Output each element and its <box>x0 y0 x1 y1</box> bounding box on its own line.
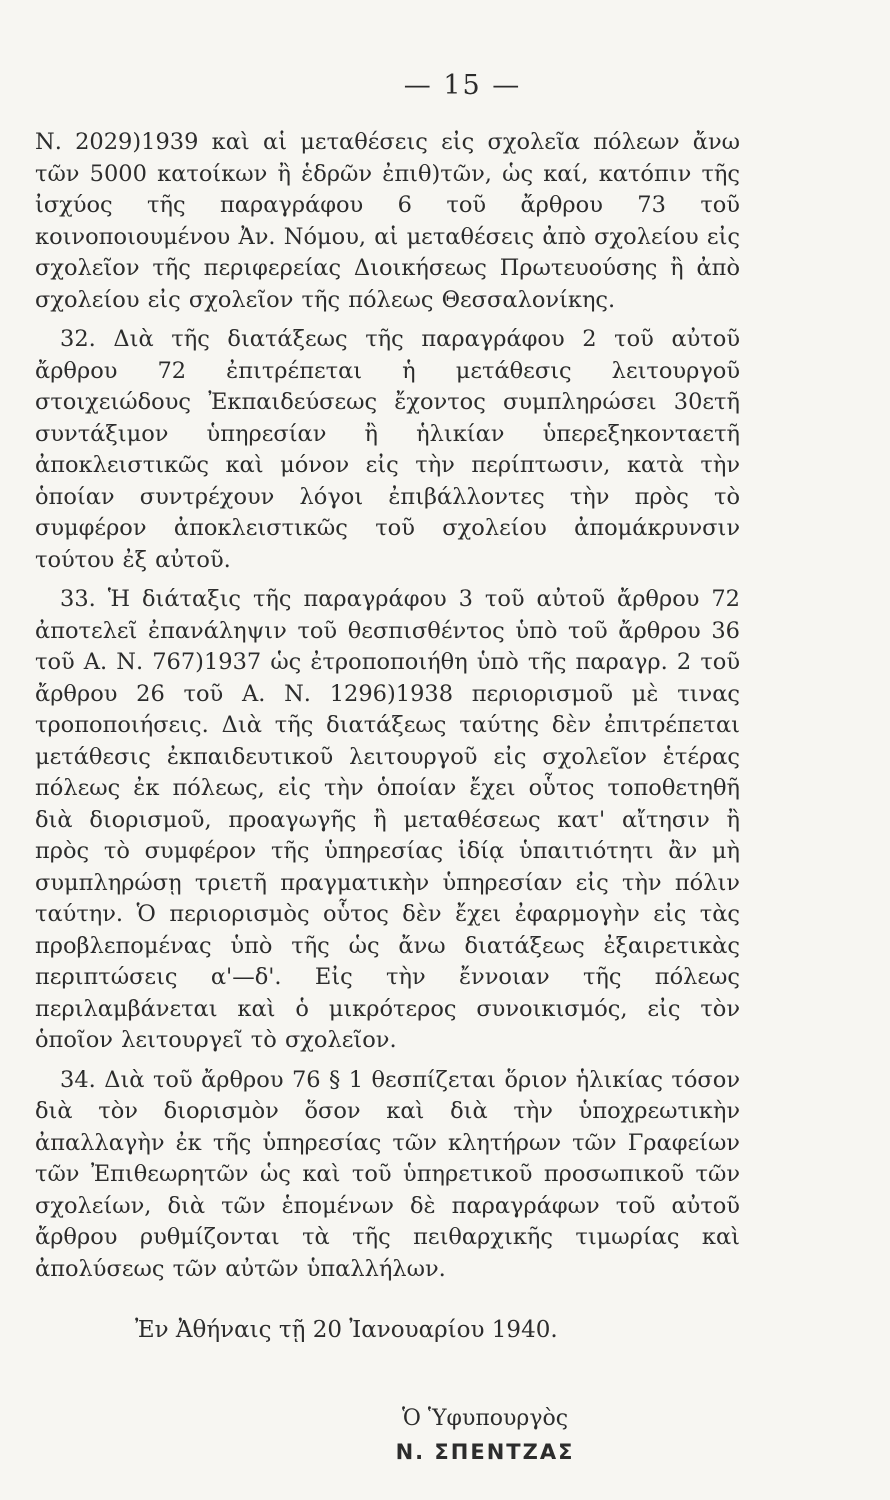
signature-title: Ὁ Ὑφυπουργὸς <box>401 1406 569 1431</box>
paragraph-33: 33. Ἡ διάταξις τῆς παραγράφου 3 τοῦ αὐτοῦ ἄρθρου 72 ἀποτελεῖ ἐπανάληψιν τοῦ θεσπισθέντος ὑπὸ τοῦ ἄρθρου 36 τοῦ Α. Ν. 767)1937 ὡς ἐτροποποιήθη ὑπὸ τῆς παραγρ. 2 τοῦ ἄρθρου 26 τοῦ Α. Ν. 1296)1938 περιορισμοῦ μὲ τινας τροποποιήσεις. Διὰ τῆς διατάξεως ταύτης δὲν ἐπιτρέπεται μετάθεσις ἐκπαιδευτικοῦ λειτουργοῦ εἰς σχολεῖον ἑτέρας πόλεως ἐκ πόλεως, εἰς τὴν ὁποίαν ἔχει οὗτος τοποθετηθῆ διὰ διορισμοῦ, προαγωγῆς ἢ μεταθέσεως κατ' αἴτησιν ἢ πρὸς τὸ συμφέρον τῆς ὑπηρεσίας ἰδίᾳ ὑπαιτιότητι ἂν μὴ συμπληρώσῃ τριετῆ πραγματικὴν ὑπηρεσίαν εἰς τὴν πόλιν ταύτην. Ὁ περιορισμὸς οὗτος δὲν ἔχει ἐφαρμογὴν εἰς τὰς προβλεπομένας ὑπὸ τῆς ὡς ἄνω διατάξεως ἐξαιρετικὰς περιπτώσεις α'—δ'. Εἰς τὴν ἔννοιαν τῆς πόλεως περιλαμβάνεται καὶ ὁ μικρότερος συνοικισμός, εἰς τὸν ὁποῖον λειτουργεῖ τὸ σχολεῖον. <box>35 586 740 1053</box>
paragraph-continuation: Ν. 2029)1939 καὶ αἱ μεταθέσεις εἰς σχολεῖα πόλεων ἄνω τῶν 5000 κατοίκων ἢ ἑδρῶν ἐπιθ)τῶν, ὡς καί, κατόπιν τῆς ἰσχύος τῆς παραγράφου 6 τοῦ ἄρθρου 73 τοῦ κοινοποιουμένου Ἀν. Νόμου, αἱ μεταθέσεις ἀπὸ σχολείου εἰς σχολεῖον τῆς περιφερείας Διοικήσεως Πρωτευούσης ἢ ἀπὸ σχολείου εἰς σχολεῖον τῆς πόλεως Θεσσαλονίκης. <box>35 129 740 313</box>
page-number: — 15 — <box>403 70 522 101</box>
body-text <box>35 127 740 1285</box>
paragraph-34: 34. Διὰ τοῦ ἄρθρου 76 § 1 θεσπίζεται ὅριον ἡλικίας τόσον διὰ τὸν διορισμὸν ὅσον καὶ διὰ τὴν ὑποχρεωτικὴν ἀπαλλαγὴν ἐκ τῆς ὑπηρεσίας τῶν κλητήρων τῶν Γραφείων τῶν Ἐπιθεωρητῶν ὡς καὶ τοῦ ὑπηρετικοῦ προσωπικοῦ τῶν σχολείων, διὰ τῶν ἑπομένων δὲ παραγράφων τοῦ αὐτοῦ ἄρθρου ρυθμίζονται τὰ τῆς πειθαρχικῆς τιμωρίας καὶ ἀπολύσεως τῶν αὐτῶν ὑπαλλήλων. <box>35 1066 740 1282</box>
signature-name: Ν. ΣΠΕΝΤΖΑΣ <box>395 1440 575 1464</box>
signature-block <box>35 1403 740 1469</box>
paragraph-32: 32. Διὰ τῆς διατάξεως τῆς παραγράφου 2 τοῦ αὐτοῦ ἄρθρου 72 ἐπιτρέπεται ἡ μετάθεσις λειτουργοῦ στοιχειώδους Ἐκπαιδεύσεως ἔχοντος συμπληρώσει 30ετῆ συντάξιμον ὑπηρεσίαν ἢ ἡλικίαν ὑπερεξηκονταετῆ ἀποκλειστικῶς καὶ μόνον εἰς τὴν περίπτωσιν, κατὰ τὴν ὁποίαν συντρέχουν λόγοι ἐπιβάλλοντες τὴν πρὸς τὸ συμφέρον ἀποκλειστικῶς τοῦ σχολείου ἀπομάκρυνσιν τούτου ἐξ αὐτοῦ. <box>35 326 740 573</box>
dateline: Ἐν Ἀθήναις τῇ 20 Ἰανουαρίου 1940. <box>135 1317 558 1343</box>
